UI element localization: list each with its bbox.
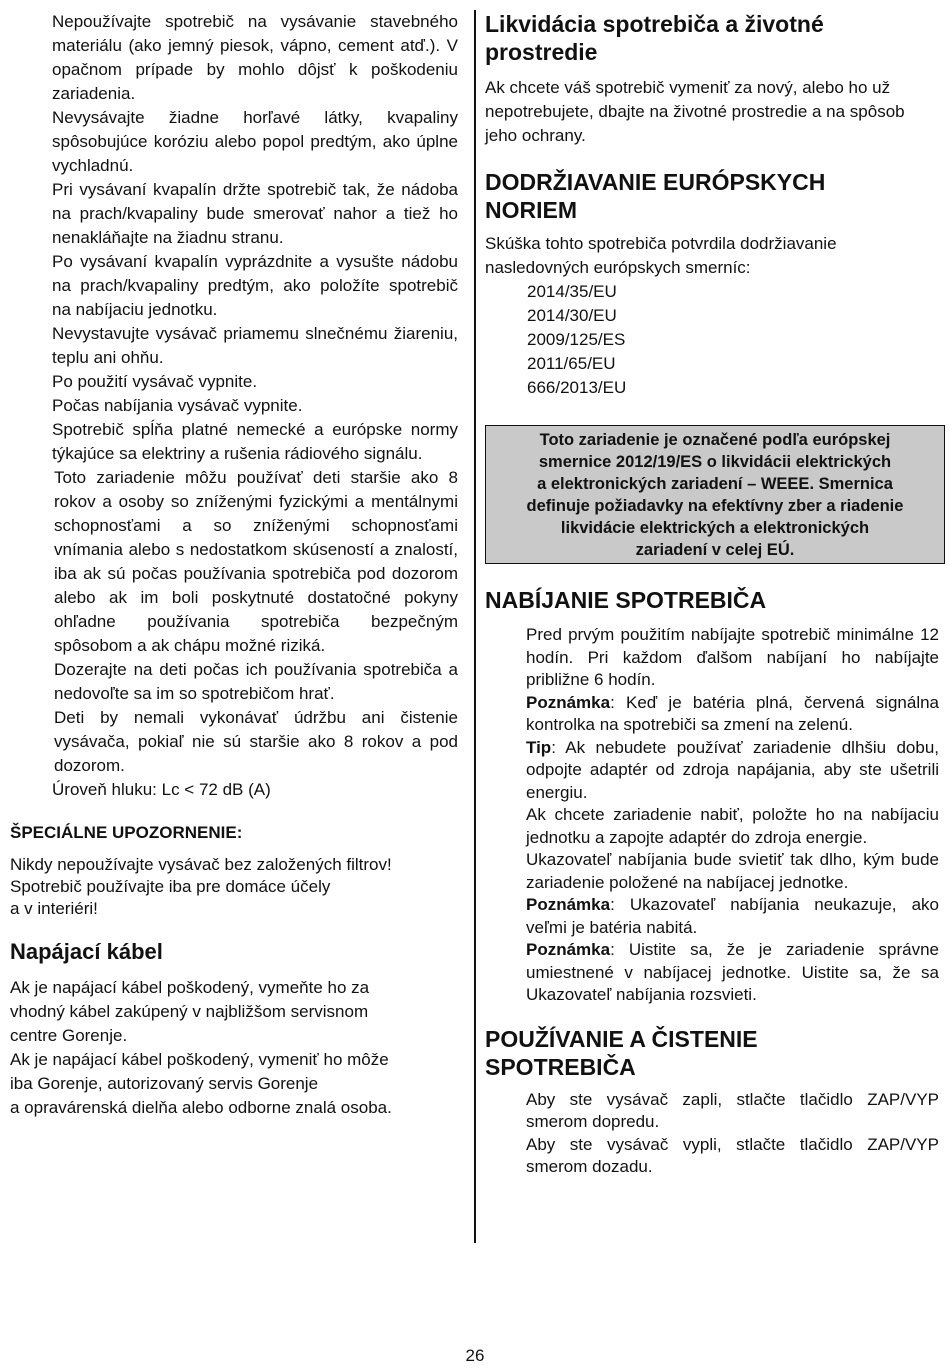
use-cleaning-heading: POUŽÍVANIE A ČISTENIE SPOTREBIČA (485, 1025, 758, 1080)
special-notice-line: Spotrebič používajte iba pre domáce účely (10, 877, 331, 896)
column-divider (474, 10, 476, 1243)
special-notice-heading: ŠPECIÁLNE UPOZORNENIE: (10, 823, 243, 842)
directive-list (485, 280, 945, 400)
page-number: 26 (465, 1346, 485, 1365)
directive-item: 2014/30/EU (527, 306, 617, 325)
note-text: : Keď je batéria plná, červená signálna kontrolka na spotrebiči sa zmení na zelenú. (526, 692, 939, 734)
power-cable-text (10, 976, 460, 1120)
note-label: Poznámka (526, 895, 611, 914)
power-cable-line: Ak je napájací kábel poškodený, vymeniť ho môže (10, 1050, 389, 1069)
charging-indicator: Ukazovateľ nabíjania bude svietiť tak dlho, kým bude zariadenie položené na nabíjacej jednotke. (526, 850, 939, 892)
warning-switch-off-after-use: Po použití vysávač vypnite. (52, 372, 258, 391)
eu-intro-line: Skúška tohto spotrebiča potvrdila dodržiavanie (485, 234, 837, 253)
weee-line: zariadení v celej EÚ. (635, 541, 795, 559)
weee-notice-box (485, 425, 945, 564)
noise-level: Úroveň hluku: Lc < 72 dB (A) (52, 780, 271, 799)
warning-liquids-hold: Pri vysávaní kvapalín držte spotrebič tak, že nádoba na prach/kvapaliny bude smerovať nahor a tiež ho nenakláňajte na žiadnu stranu. (52, 180, 458, 247)
warning-norms: Spotrebič spĺňa platné nemecké a európske normy týkajúce sa elektriny a rušenia rádiového signálu. (52, 420, 458, 463)
warning-sunlight: Nevystavujte vysávač priamemu slnečnému žiareniu, teplu ani ohňu. (52, 324, 458, 367)
power-cable-heading: Napájací kábel (10, 939, 163, 964)
charging-tip (526, 737, 939, 805)
warning-switch-off-charging: Počas nabíjania vysávač vypnite. (52, 396, 303, 415)
power-cable-line: vhodný kábel zakúpený v najbližšom servisnom (10, 1002, 369, 1021)
special-notice-line: Nikdy nepoužívajte vysávač bez založených filtrov! (10, 855, 392, 874)
disposal-text: Ak chcete váš spotrebič vymeniť za nový, alebo ho už nepotrebujete, dbajte na životné prostredie a na spôsob jeho ochrany. (485, 78, 905, 145)
charging-how-to: Ak chcete zariadenie nabiť, položte ho na nabíjaciu jednotku a zapojte adaptér do zdroja energie. (526, 805, 939, 847)
note-text: : Ukazovateľ nabíjania neukazuje, ako veľmi je batéria nabitá. (526, 895, 939, 937)
charging-heading: NABÍJANIE SPOTREBIČA (485, 587, 767, 613)
directive-item: 2014/35/EU (527, 282, 617, 301)
note-label: Poznámka (526, 940, 611, 959)
charging-note-full (526, 692, 939, 737)
eu-intro-line: nasledovných európskych smerníc: (485, 258, 751, 277)
warning-supervise-children: Dozerajte na deti počas ich používania spotrebiča a nedovoľte sa im so spotrebičom hrať. (54, 660, 458, 703)
warning-children-cleaning: Deti by nemali vykonávať údržbu ani čistenie vysávača, pokiaľ nie sú staršie ako 8 rokov a pod dozorom. (54, 708, 458, 775)
weee-line: likvidácie elektrických a elektronických (560, 519, 870, 537)
weee-line: smernice 2012/19/ES o likvidácii elektrických (538, 453, 892, 471)
weee-line: a elektronických zariadení – WEEE. Smernica (537, 475, 893, 493)
note-label: Poznámka (526, 692, 611, 712)
special-notice-text (10, 854, 460, 920)
warning-liquids-empty: Po vysávaní kvapalín vyprázdnite a vysušte nádobu na prach/kvapaliny predtým, ako položíte spotrebič na nabíjaciu jednotku. (52, 252, 458, 319)
charging-section (485, 586, 945, 1179)
right-column (485, 10, 945, 1176)
disposal-heading: Likvidácia spotrebiča a životné prostredie (485, 11, 824, 65)
special-notice-line: a v interiéri! (10, 899, 98, 918)
charging-text (526, 624, 939, 1007)
tip-label: Tip (526, 737, 552, 757)
charging-first-use: Pred prvým použitím nabíjajte spotrebič minimálne 12 hodín. Pri každom ďalšom nabíjaní ho nabíjajte približne 6 hodín. (526, 625, 939, 689)
charging-note-placement (526, 939, 939, 1007)
left-column (10, 10, 460, 1120)
switch-on-instruction: Aby ste vysávač zapli, stlačte tlačidlo ZAP/VYP smerom dopredu. (526, 1089, 939, 1131)
warning-children-persons: Toto zariadenie môžu používať deti staršie ako 8 rokov a osoby so zníženými fyzickými a mentálnymi schopnosťami a so zníženými schopnosťami vnímania alebo s nedostatkom skúseností a znalostí, iba ak sú počas používania spotrebiča pod dozorom alebo ak im boli poskytnuté dostatočné pokyny ohľadne používania spotrebiča bezpečným spôsobom a ak chápu možné riziká. (54, 468, 458, 655)
power-cable-line: a opravárenská dielňa alebo odborne znalá osoba. (10, 1098, 392, 1117)
power-cable-line: iba Gorenje, autorizovaný servis Gorenje (10, 1074, 319, 1093)
tip-text: : Ak nebudete používať zariadenie dlhšiu dobu, odpojte adaptér od zdroja napájania, aby ste ušetrili energiu. (526, 737, 939, 802)
warning-flammable: Nevysávajte žiadne horľavé látky, kvapaliny spôsobujúce koróziu alebo popol predtým, ako úplne vychladnú. (52, 108, 458, 175)
weee-line: Toto zariadenie je označené podľa európskej (539, 431, 891, 449)
use-cleaning-text (526, 1089, 939, 1179)
power-cable-line: Ak je napájací kábel poškodený, vymeňte ho za (10, 978, 370, 997)
weee-line: definuje požiadavky na efektívny zber a riadenie (526, 497, 904, 515)
note-text: : Uistite sa, že je zariadenie správne umiestnené v nabíjacej jednotke. Uistite sa, že sa Ukazovateľ nabíjania rozsvieti. (526, 940, 939, 1004)
eu-norms-heading: DODRŽIAVANIE EURÓPSKYCH NORIEM (485, 169, 826, 223)
directive-item: 2011/65/EU (527, 354, 616, 373)
directive-item: 666/2013/EU (527, 378, 627, 397)
switch-off-instruction: Aby ste vysávač vypli, stlačte tlačidlo ZAP/VYP smerom dozadu. (526, 1134, 939, 1176)
charging-note-indicator (526, 894, 939, 939)
warning-construction-material: Nepoužívajte spotrebič na vysávanie stavebného materiálu (ako jemný piesok, vápno, cement atď.). V opačnom prípade by mohlo dôjsť k poškodeniu zariadenia. (52, 12, 458, 103)
power-cable-line: centre Gorenje. (10, 1026, 128, 1045)
directive-item: 2009/125/ES (527, 330, 626, 349)
